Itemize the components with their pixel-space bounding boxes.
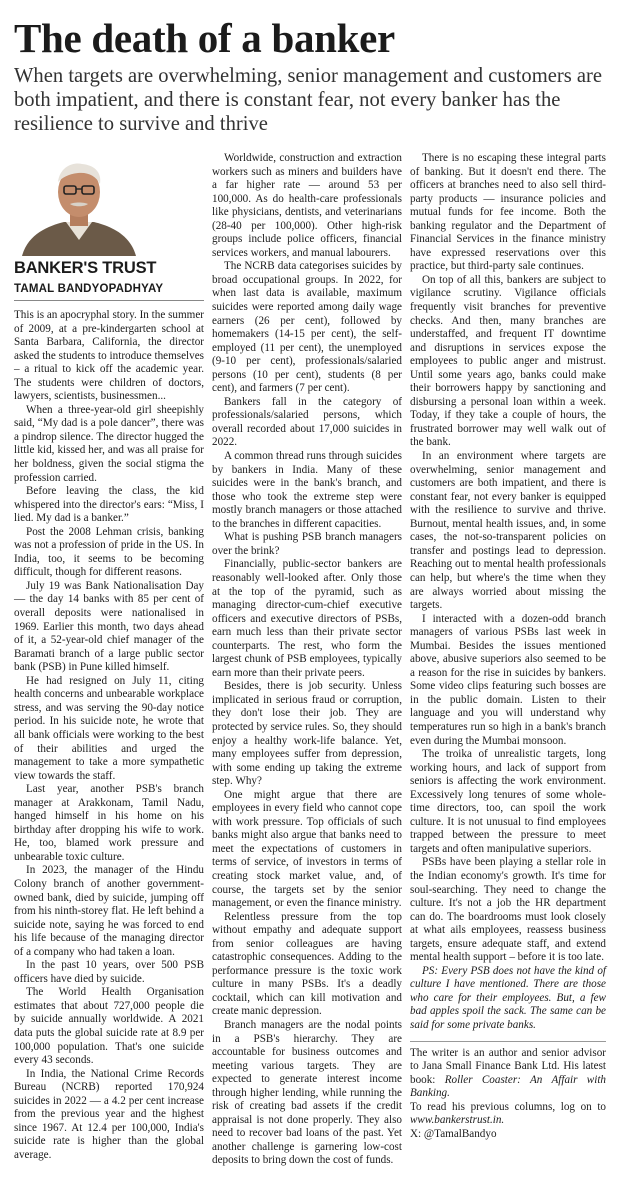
paragraph: I interacted with a dozen-odd branch managers of various PSBs last week in Mumbai. Besides the issues mentioned above, abusive superiors also seemed to be a reason for the rise in suicides by bankers. Some video clips featuring such bosses are in the public domain. Listen to their language and you will understand why temperatures run so high in a bank's branch even during the Mumbai monsoon. [410, 612, 606, 747]
paragraph: On top of all this, bankers are subject to vigilance scrutiny. Vigilance officials frequently visit branches for preventive checks. And then, many branches are understaffed, and frequent IT downtime and disruptions in services expose the employees to public anger and mistrust. Until some years ago, banks could make their borrowers happy by sanctioning and disbursing a personal loan within a week. Today, if they take a couple of hours, the frustrated borrower may well walk out of the bank. [410, 273, 606, 449]
paragraph: Bankers fall in the category of professionals/salaried persons, which overall recorded about 17,000 suicides in 2022. [212, 395, 402, 449]
deck: When targets are overwhelming, senior management and customers are both impatient, and there is constant fear, not every banker has the resilience to survive and thrive [14, 65, 603, 135]
bio-text: To read his previous columns, log on to [410, 1100, 606, 1113]
paragraph: Post the 2008 Lehman crisis, banking was not a profession of pride in the US. In India, too, it seems to be becoming difficult, though for different reasons. [14, 525, 204, 579]
paragraph: PSBs have been playing a stellar role in the Indian economy's growth. It's time for soul-searching. They need to change the culture. It's not a job the HR department can do. The boardrooms must look closely at what ails employees, reassess business targets, ensure adequate staff, and extend mental health support – before it is too late. [410, 856, 606, 964]
column-2 [212, 152, 402, 1168]
paragraph: The World Health Organisation estimates that about 727,000 people die by suicide annually worldwide. A 2021 data puts the global suicide rate at 8.9 per 100,000 population. That's one suicide every 43 seconds. [14, 986, 204, 1067]
paragraph: Relentless pressure from the top without empathy and adequate support from senior colleagues are having catastrophic consequences. Adding to the performance pressure is the toxic work culture in many PSBs. It's a deadly cocktail, which can kill motivation and create manic depression. [212, 910, 402, 1018]
paragraph: He had resigned on July 11, citing health concerns and unbearable workplace stress, and was serving the 90-day notice period. In his suicide note, he wrote that all bank officials were working to the best of their abilities and urged the management to take a more sympathetic view towards the staff. [14, 674, 204, 782]
bio-rule [410, 1041, 606, 1042]
bio-text: The writer is an author and senior advisor to Jana Small Finance Bank Ltd. His latest book: [410, 1046, 606, 1086]
author-portrait [14, 152, 144, 256]
paragraph: In India, the National Crime Records Bureau (NCRB) reported 170,924 suicides in 2022 — a 4.2 per cent increase from the previous year and the highest since 1967. At 12.4 per 100,000, India's suicide rate is higher than the global average. [14, 1067, 204, 1161]
paragraph: Before leaving the class, the kid whispered into the director's ears: “Miss, I lied. My dad is a banker.” [14, 485, 204, 525]
paragraph: This is an apocryphal story. In the summer of 2009, at a pre-kindergarten school at Santa Barbara, California, the director asked the students to introduce themselves – a ritual to kick off the academic year. The students were children of doctors, lawyers, scientists, businessmen... [14, 309, 204, 403]
paragraph: There is no escaping these integral parts of banking. But it doesn't end there. The officers at branches need to also sell third-party products — insurance policies and mutual funds for fee income. Both the banking regulator and the Department of Financial Services in the finance ministry have expressed reservations over this practice, but third-party sale continues. [410, 152, 606, 273]
paragraph: A common thread runs through suicides by bankers in India. Many of these suicides were in the bank's branch, and those who took the extreme step were mostly branch managers or those attached to the branches in different capacities. [212, 450, 402, 530]
paragraph: The NCRB data categorises suicides by broad occupational groups. In 2022, for when last data is available, maximum suicides were reported among daily wage earners (26 per cent), followed by homemakers (14-15 per cent), the self-employed (11 per cent), the unemployed (9-10 per cent), professionals/salaried persons (10 per cent), students (8 per cent), and farmers (7 per cent). [212, 260, 402, 395]
paragraph: In 2023, the manager of the Hindu Colony branch of another government-owned bank, died by suicide, jumping off from his ninth-storey flat. He left behind a suicide note, saying he was forced to end his life because of the managing director of a company who had taken a loan. [14, 864, 204, 958]
column-1-body [14, 309, 204, 1162]
book-title: Roller Coaster: An Affair with Banking. [410, 1073, 606, 1100]
paragraph: In the past 10 years, over 500 PSB officers have died by suicide. [14, 959, 204, 985]
paragraph: July 19 was Bank Nationalisation Day — the day 14 banks with 85 per cent of overall deposits were nationalised in 1969. Earlier this month, two days ahead of it, a 52-year-old chief manager of the Baramati branch of a large public sector bank (PSB) in Pune killed himself. [14, 579, 204, 674]
bio-line [410, 1101, 606, 1128]
paragraph: What is pushing PSB branch managers over the brink? [212, 531, 402, 557]
social-handle: X: @TamalBandyo [410, 1127, 497, 1140]
paragraph: Branch managers are the nodal points in a PSB's hierarchy. They are accountable for business outcomes and meeting various targets. They are expected to generate interest income through higher lending, while running the risk of creating bad assets if the credit appraisal is not done properly. They also need to recover bad loans of the past. Yet another challenge is garnering low-cost deposits to bring down the cost of funds. [212, 1019, 402, 1167]
column-3 [410, 152, 606, 1141]
paragraph: The troika of unrealistic targets, long working hours, and lack of support from seniors is affecting the work environment. Excessively long tenures of some whole-time directors, too, can spoil the work culture. It is not unusual to find employees trapped between the pressure to meet targets and often manipulative superiors. [410, 748, 606, 855]
postscript-note: PS: Every PSB does not have the kind of culture I have mentioned. There are those who care for their employees. But, a few bad apples spoil the sack. The same can be said for some private banks. [410, 964, 606, 1031]
headline: The death of a banker [14, 15, 395, 61]
paragraph: One might argue that there are employees in every field who cannot cope with work pressure. Top officials of such banks might also argue that banks need to meet the expectations of customers in terms of service, of investors in terms of creating stock market value, and, of course, the targets set by the senior management, or even the finance ministry. [212, 788, 402, 910]
paragraph: Besides, there is job security. Unless implicated in serious fraud or corruption, they don't lose their job. They are protected by service rules. So, they should enjoy a healthy work-life balance. Yet, many employees suffer from depression, with some ending up taking the extreme step. Why? [212, 680, 402, 788]
byline-rule [14, 300, 204, 301]
paragraph: Last year, another PSB's branch manager at Arakkonam, Tamil Nadu, hanged himself in his home on his birthday after dropping his wife to work. He, too, blamed work pressure and unbearable toxic culture. [14, 783, 204, 863]
author-portrait-image [14, 152, 144, 256]
paragraph: When a three-year-old girl sheepishly said, “My dad is a pole dancer”, there was a pindrop silence. The director hugged the little kid, kissed her, and was all praise for her boldness, given the social stigma the profession carried. [14, 403, 204, 484]
paragraph: In an environment where targets are overwhelming, senior management and customers are both impatient, and there is constant fear, not every banker is equipped with the resilience to survive and thrive. Burnout, mental health issues, and, in some cases, the not-so-transparent policies on transfer and postings lead to depression. Reaching out to mental health professionals can help, but where's the time when they are always worried about missing the targets. [410, 450, 606, 612]
column-name: BANKER'S TRUST [14, 259, 157, 277]
website-link[interactable]: www.bankerstrust.in. [410, 1114, 505, 1127]
byline-author: TAMAL BANDYOPADHYAY [14, 283, 164, 295]
bio-line [410, 1047, 606, 1101]
paragraph: Financially, public-sector bankers are reasonably well-looked after. Only those at the top of the pyramid, such as managing director-cum-chief executive officers and executive directors of PSBs, earn much less than their private sector counterparts. The rest, who form the largest chunk of PSB employees, typically earn more than their private peers. [212, 558, 402, 679]
author-bio [410, 1047, 606, 1142]
paragraph: Worldwide, construction and extraction workers such as miners and builders have a far higher rate — around 53 per 100,000. As do health-care professionals like physicians, dentists, and veterinarians (28-40 per 100,000). Other high-risk groups include police officers, financial services workers, and manual labourers. [212, 152, 402, 259]
